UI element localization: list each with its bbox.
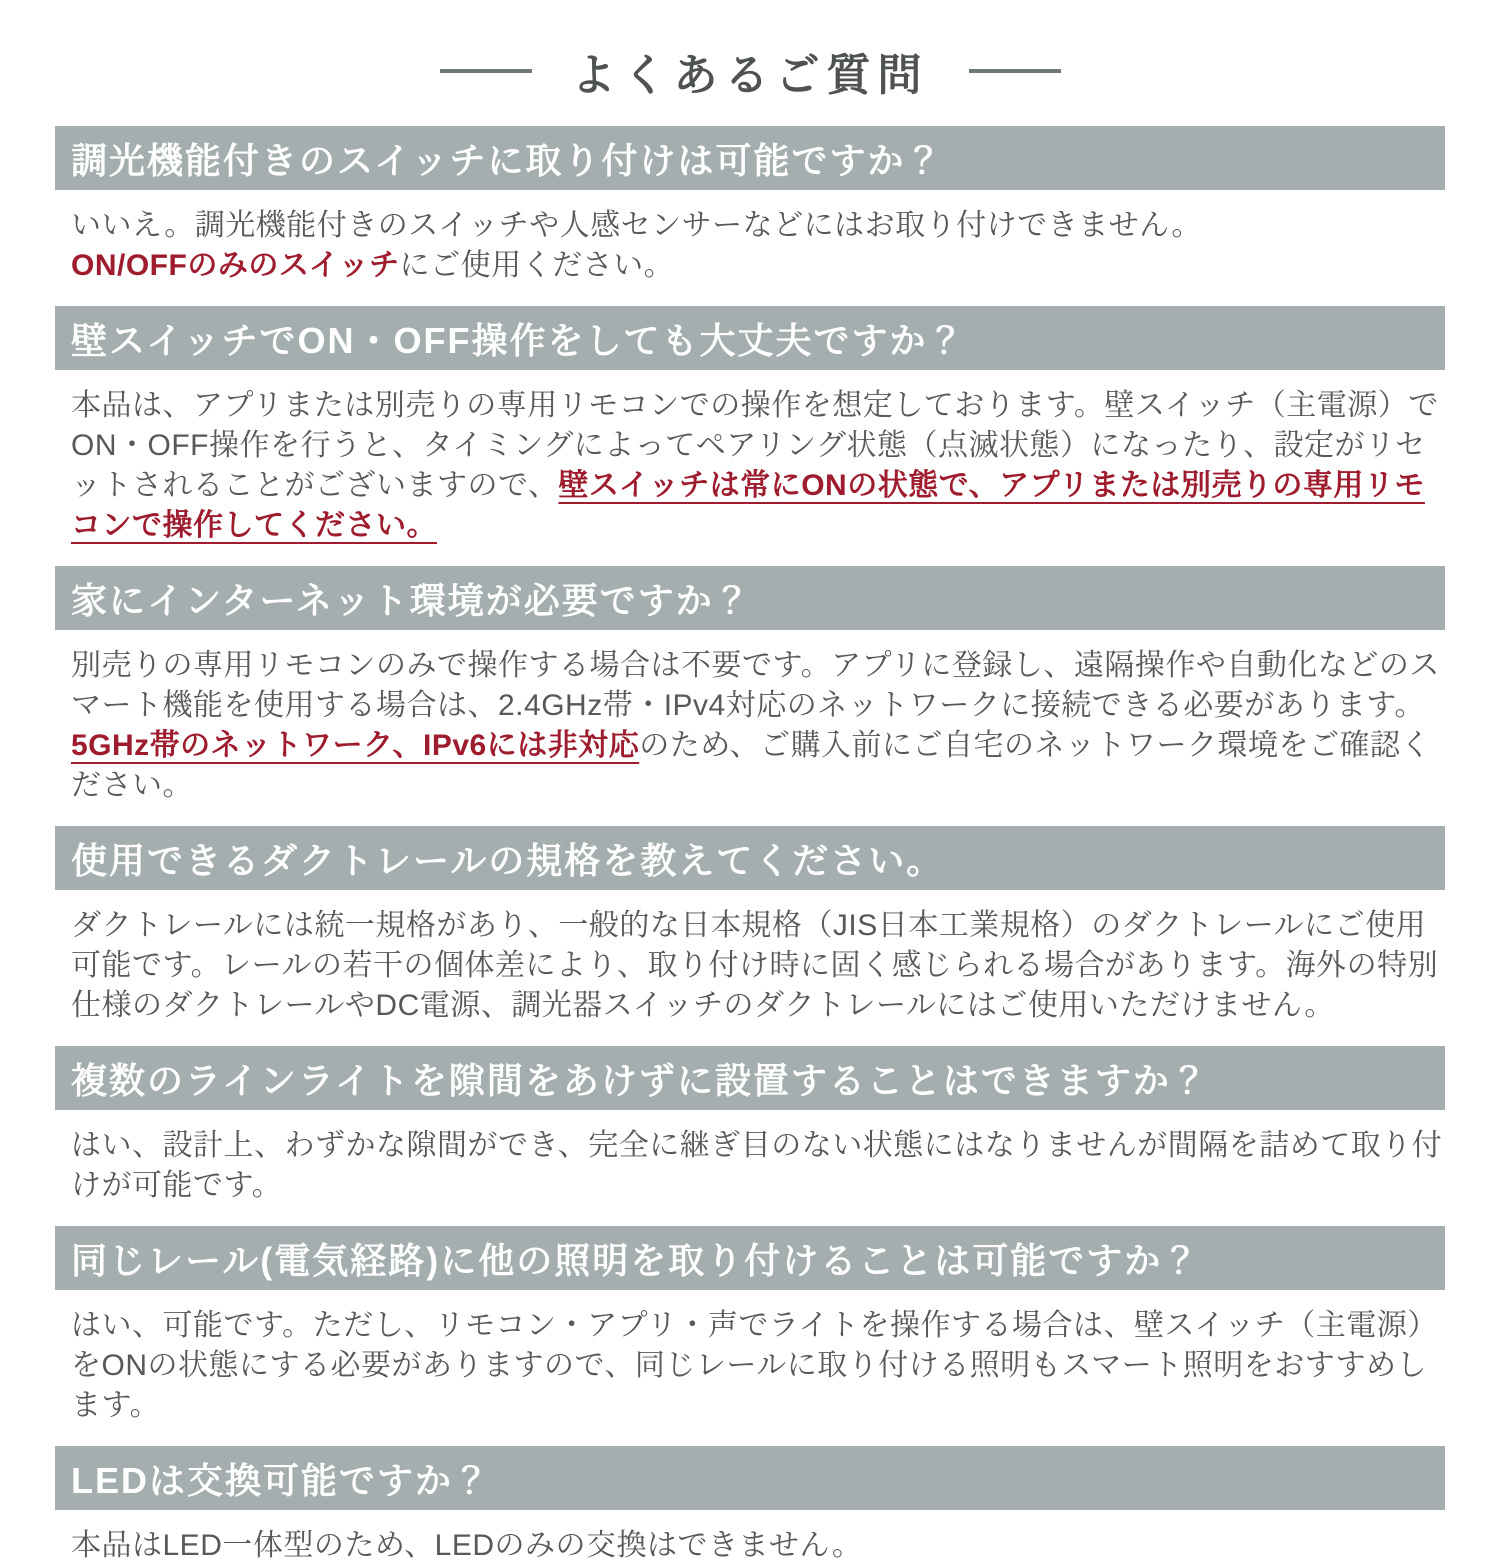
answer-text: にご使用ください。 [399, 249, 675, 282]
title-dash-right [969, 69, 1061, 73]
page-title: よくあるご質問 [571, 51, 929, 100]
faq-answer-paragraph [71, 646, 1443, 726]
faq-answer-paragraph [71, 206, 1443, 246]
faq-item [55, 126, 1445, 286]
faq-item [55, 1446, 1445, 1566]
faq-list [55, 126, 1445, 1566]
answer-text: いいえ。調光機能付きのスイッチや人感センサーなどにはお取り付けできません。 [71, 209, 1202, 242]
faq-question-text: 同じレール(電気経路)に他の照明を取り付けることは可能ですか？ [71, 1239, 1201, 1281]
faq-answer-paragraph [71, 246, 1443, 286]
answer-text: 別売りの専用リモコンのみで操作する場合は不要です。アプリに登録し、遠隔操作や自動化などのスマート機能を使用する場合は、2.4GHz帯・IPv4対応のネットワークに接続できる必要があります。 [71, 649, 1440, 722]
answer-text: 本品は、アプリまたは別売りの専用リモコンでの操作を想定しております。壁スイッチ（主電源）でON・OFF操作を行うと、タイミングによってペアリング状態（点滅状態）になったり、設定がリセットされることがございますので、 [71, 389, 1439, 502]
title-dash-left [440, 69, 532, 73]
page-title-row [55, 0, 1445, 102]
faq-page [55, 0, 1445, 1566]
faq-question-bar [55, 1226, 1445, 1290]
answer-text: 本品はLED一体型のため、LEDのみの交換はできません。 [71, 1529, 863, 1562]
faq-question-bar [55, 1046, 1445, 1110]
faq-question-bar [55, 126, 1445, 190]
faq-answer [55, 386, 1445, 546]
faq-item [55, 306, 1445, 546]
faq-question-text: 調光機能付きのスイッチに取り付けは可能ですか？ [71, 139, 944, 181]
faq-item [55, 566, 1445, 806]
faq-answer [55, 1526, 1445, 1566]
faq-answer-paragraph [71, 1526, 1443, 1566]
answer-emphasis-red: 5GHz帯のネットワーク、IPv6には非対応 [71, 729, 640, 762]
answer-text: のため、ご購入前にご自宅のネットワーク環境をご確認ください。 [71, 729, 1432, 802]
faq-item [55, 1226, 1445, 1426]
faq-answer [55, 1126, 1445, 1206]
faq-question-text: 壁スイッチでON・OFF操作をしても大丈夫ですか？ [71, 319, 966, 361]
faq-answer [55, 206, 1445, 286]
faq-question-text: LEDは交換可能ですか？ [71, 1459, 492, 1501]
faq-answer-paragraph [71, 1306, 1443, 1426]
answer-text: はい、設計上、わずかな隙間ができ、完全に継ぎ目のない状態にはなりませんが間隔を詰めて取り付けが可能です。 [71, 1129, 1443, 1202]
faq-item [55, 1046, 1445, 1206]
faq-question-text: 使用できるダクトレールの規格を教えてください。 [71, 839, 945, 881]
faq-question-bar [55, 306, 1445, 370]
faq-question-bar [55, 566, 1445, 630]
faq-question-bar [55, 826, 1445, 890]
faq-answer [55, 1306, 1445, 1426]
faq-item [55, 826, 1445, 1026]
answer-emphasis-red: ON/OFFのみのスイッチ [71, 249, 400, 282]
faq-question-bar [55, 1446, 1445, 1510]
faq-answer [55, 646, 1445, 806]
faq-answer-paragraph [71, 1126, 1443, 1206]
faq-answer-paragraph [71, 906, 1443, 1026]
answer-text: はい、可能です。ただし、リモコン・アプリ・声でライトを操作する場合は、壁スイッチ（主電源）をONの状態にする必要がありますので、同じレールに取り付ける照明もスマート照明をおすすめします。 [71, 1309, 1438, 1422]
faq-answer [55, 906, 1445, 1026]
answer-text: ダクトレールには統一規格があり、一般的な日本規格（JIS日本工業規格）のダクトレールにご使用可能です。レールの若干の個体差により、取り付け時に固く感じられる場合があります。海外の特別仕様のダクトレールやDC電源、調光器スイッチのダクトレールにはご使用いただけません。 [71, 909, 1439, 1022]
faq-answer-paragraph [71, 726, 1443, 806]
faq-question-text: 複数のラインライトを隙間をあけずに設置することはできますか？ [71, 1059, 1209, 1101]
answer-emphasis-red: 壁スイッチは常にONの状態で、アプリまたは別売りの専用リモコンで操作してください。 [71, 469, 1425, 542]
faq-answer-paragraph [71, 386, 1443, 546]
faq-question-text: 家にインターネット環境が必要ですか？ [71, 579, 752, 621]
